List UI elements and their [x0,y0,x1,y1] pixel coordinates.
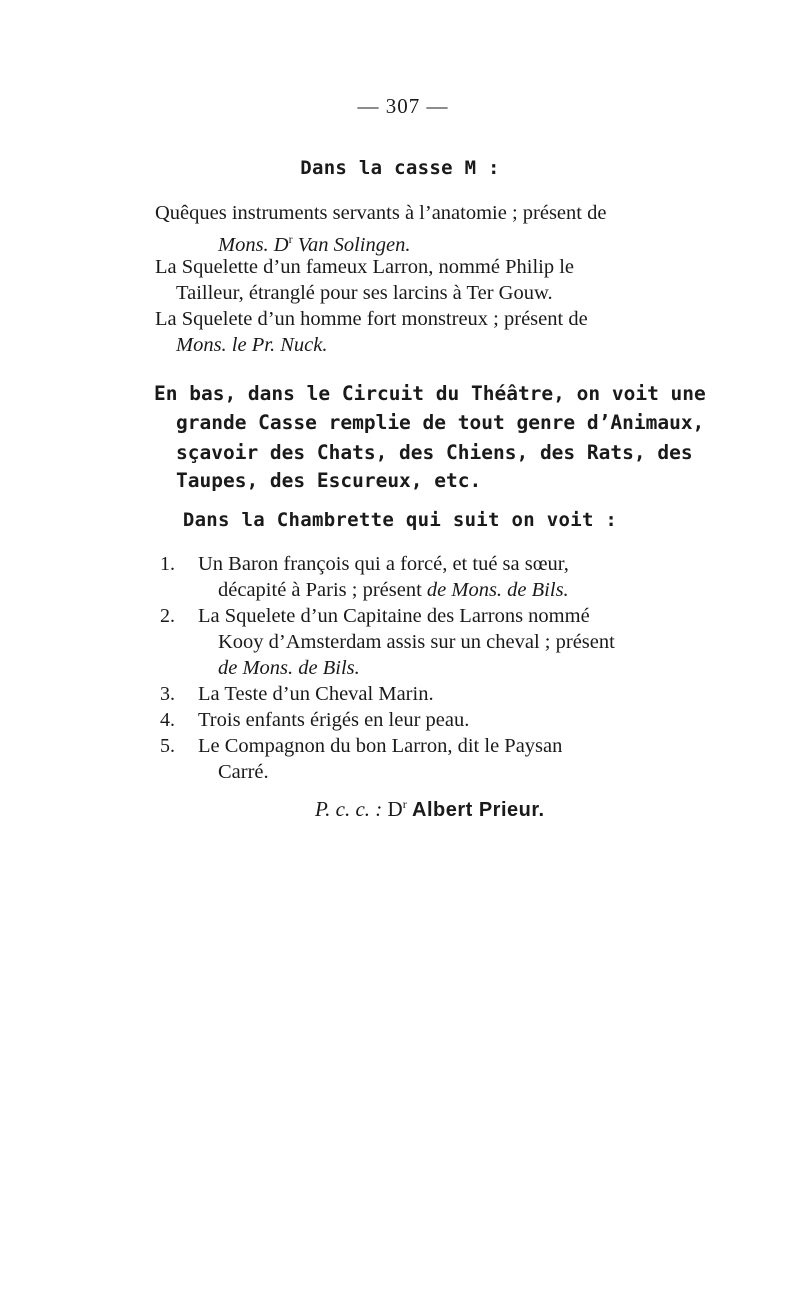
list-number: 5. [160,735,175,757]
superscript: r [288,232,293,246]
list-number: 1. [160,553,175,575]
list-number: 4. [160,709,175,731]
text-line [155,306,649,332]
section-heading-casse-m: Dans la casse M : [300,157,500,179]
superscript: r [402,797,407,811]
signature-prefix: P. c. c. : [315,797,388,821]
text-span: Carré. [218,761,269,783]
signature-name: Albert Prieur. [406,799,545,821]
text-span: de Mons. de Bils. [426,579,569,601]
text-span: Kooy d’Amsterdam assis sur un cheval ; présent [218,631,615,653]
list-number: 3. [160,683,175,705]
paragraph-line: Taupes, des Escureux, etc. [176,469,482,492]
text-span: de Mons. de Bils. [218,657,360,679]
text-span: La Teste d’un Cheval Marin. [198,683,434,705]
list-item-line [198,707,649,733]
list-item-line [218,759,649,785]
text-span: Quêques instruments servants à l’anatomie ; présent de [155,202,607,224]
paragraph-line: sçavoir des Chats, des Chiens, des Rats, des [176,441,693,464]
list-item-line [198,551,649,577]
text-span: La Squelette d’un fameux Larron, nommé Philip le [155,256,574,278]
signature-title: D [387,797,403,821]
text-line [155,200,649,226]
text-span: Le Compagnon du bon Larron, dit le Paysan [198,735,563,757]
list-item-line [198,603,649,629]
text-span: Tailleur, étranglé pour ses larcins à Ter Gouw. [176,282,553,304]
page-number: — 307 — [357,94,449,118]
list-item-line [218,577,649,603]
text-span: La Squelete d’un Capitaine des Larrons nommé [198,605,590,627]
text-line [155,254,649,280]
text-span: Mons. le Pr. Nuck. [176,334,328,356]
section-heading-chambrette: Dans la Chambrette qui suit on voit : [182,509,618,531]
list-item-line [198,733,649,759]
signature [315,797,545,822]
list-item-line [198,681,649,707]
text-line [176,280,649,306]
paragraph-line: En bas, dans le Circuit du Théâtre, on voit une [154,382,706,405]
list-item-line [218,655,649,681]
text-span: Van Solingen. [292,234,411,256]
text-span: Un Baron françois qui a forcé, et tué sa sœur, [198,553,569,575]
text-span: Mons. D [218,234,289,256]
list-number: 2. [160,605,175,627]
text-line [176,332,649,358]
paragraph-line: grande Casse remplie de tout genre d’Animaux, [176,411,705,434]
text-span: Trois enfants érigés en leur peau. [198,709,470,731]
text-span: décapité à Paris ; présent [218,579,427,601]
list-item-line [218,629,649,655]
text-span: La Squelete d’un homme fort monstreux ; présent de [155,308,588,330]
